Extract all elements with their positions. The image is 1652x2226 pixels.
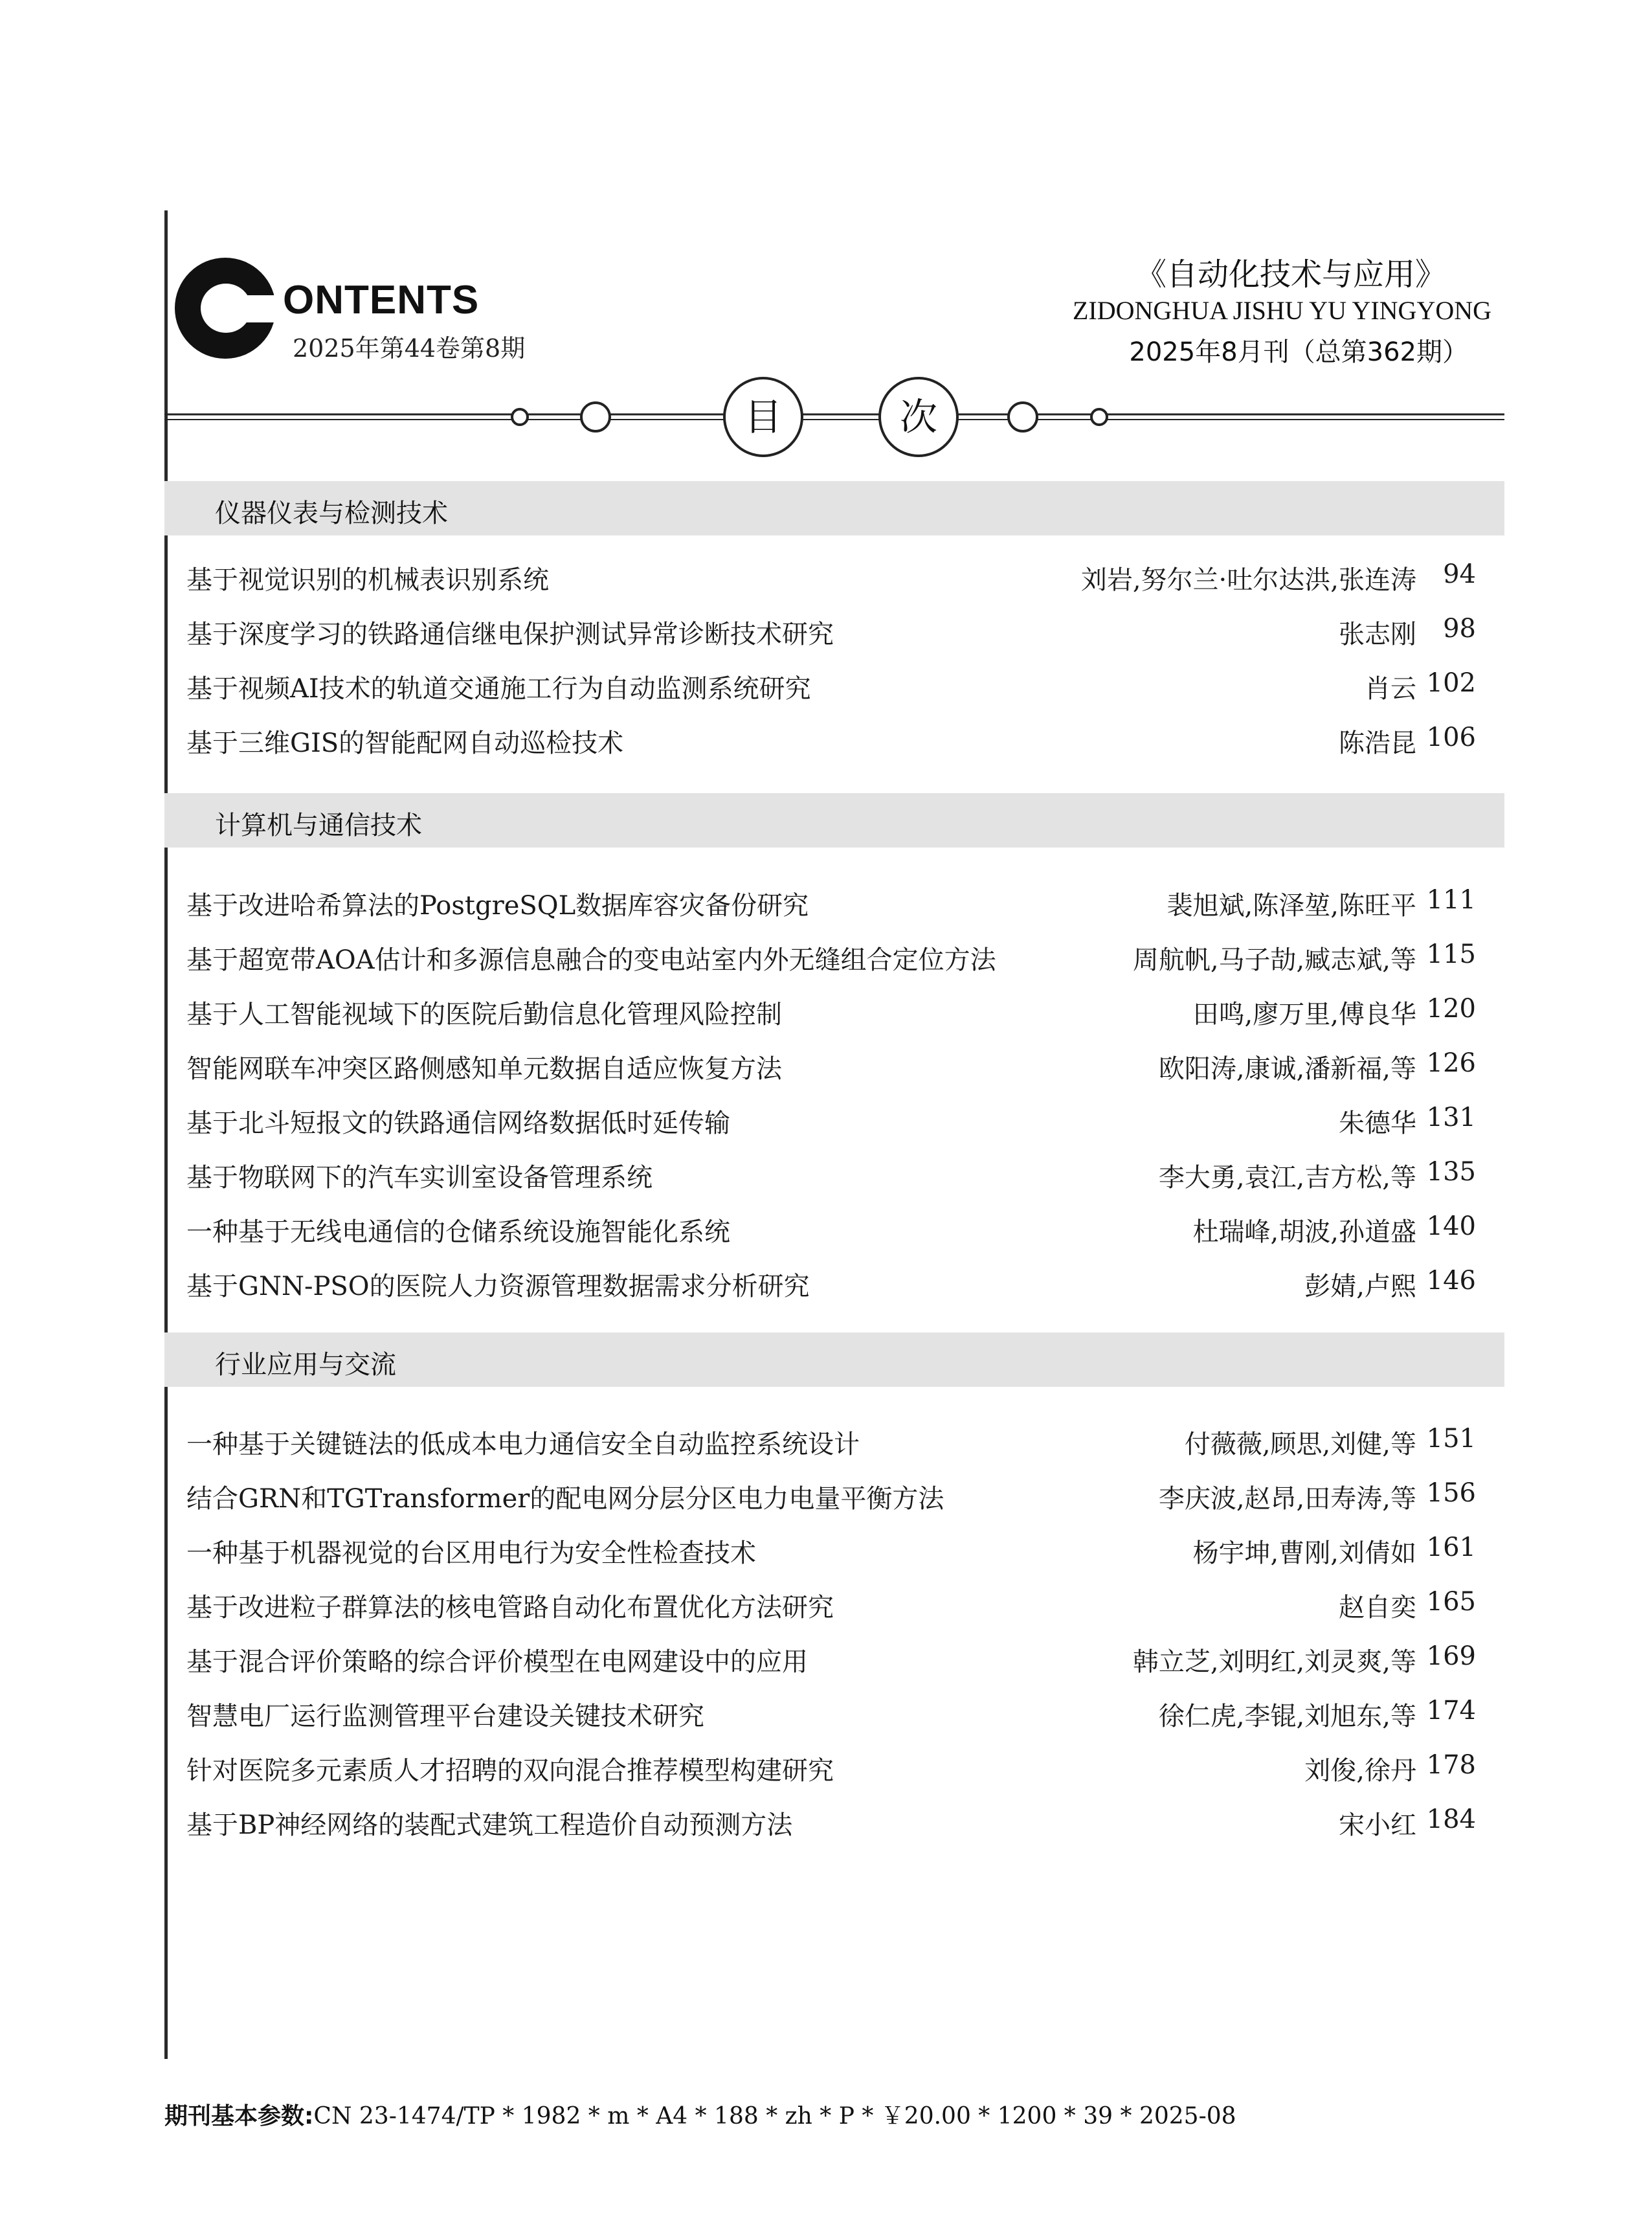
entry-authors: 彭婧,卢熙 bbox=[1304, 1272, 1416, 1301]
entry-title: 结合GRN和TGTransformer的配电网分层分区电力电量平衡方法 bbox=[186, 1484, 944, 1514]
contents-heading: ONTENTS bbox=[283, 278, 480, 322]
entry-authors: 欧阳涛,康诚,潘新福,等 bbox=[1158, 1054, 1416, 1084]
toc-entry[interactable] bbox=[186, 1262, 1476, 1301]
divider-dot-small-right bbox=[1091, 409, 1107, 425]
section-title: 行业应用与交流 bbox=[215, 1350, 396, 1380]
entry-title: 智慧电厂运行监测管理平台建设关键技术研究 bbox=[186, 1702, 704, 1731]
toc-entry[interactable] bbox=[186, 1420, 1476, 1459]
issue-info: 2025年第44卷第8期 bbox=[293, 334, 526, 363]
entry-authors: 肖云 bbox=[1365, 674, 1416, 704]
entry-page: 120 bbox=[1426, 994, 1476, 1024]
toc-entry[interactable] bbox=[186, 1801, 1476, 1839]
entry-title: 基于深度学习的铁路通信继电保护测试异常诊断技术研究 bbox=[186, 620, 834, 649]
parameters-value: CN 23-1474/TP * 1982 * m * A4 * 188 * zh * P * ￥20.00 * 1200 * 39 * 2025-08 bbox=[313, 2103, 1236, 2130]
parameters-label: 期刊基本参数: bbox=[164, 2103, 314, 2130]
entry-page: 135 bbox=[1426, 1157, 1476, 1187]
toc-entry[interactable] bbox=[186, 1153, 1476, 1192]
entry-page: 106 bbox=[1426, 723, 1476, 752]
divider-dot-large-left bbox=[581, 403, 610, 431]
entry-page: 178 bbox=[1426, 1750, 1476, 1780]
toc-entry[interactable] bbox=[186, 1099, 1476, 1138]
entry-title: 智能网联车冲突区路侧感知单元数据自适应恢复方法 bbox=[186, 1054, 782, 1084]
contents-logo-c bbox=[175, 258, 276, 359]
toc-entry[interactable] bbox=[186, 881, 1476, 920]
entry-page: 169 bbox=[1426, 1641, 1476, 1671]
section-title: 仪器仪表与检测技术 bbox=[215, 499, 448, 528]
entry-authors: 徐仁虎,李锟,刘旭东,等 bbox=[1158, 1702, 1416, 1731]
toc-entry[interactable] bbox=[186, 1208, 1476, 1246]
entry-title: 基于视频AI技术的轨道交通施工行为自动监测系统研究 bbox=[186, 674, 811, 704]
entry-title: 基于物联网下的汽车实训室设备管理系统 bbox=[186, 1163, 653, 1193]
entry-authors: 李庆波,赵昂,田寿涛,等 bbox=[1158, 1484, 1416, 1514]
entry-page: 98 bbox=[1443, 614, 1476, 644]
toc-entry[interactable] bbox=[186, 1044, 1476, 1083]
toc-entry[interactable] bbox=[186, 1474, 1476, 1513]
entry-page: 115 bbox=[1426, 939, 1476, 969]
entry-authors: 裴旭斌,陈泽堃,陈旺平 bbox=[1166, 891, 1416, 921]
toc-char-2: 次 bbox=[899, 395, 938, 439]
entry-title: 基于BP神经网络的装配式建筑工程造价自动预测方法 bbox=[186, 1810, 793, 1840]
toc-entry[interactable] bbox=[186, 1583, 1476, 1622]
entry-title: 基于改进粒子群算法的核电管路自动化布置优化方法研究 bbox=[186, 1593, 834, 1623]
toc-entry[interactable] bbox=[186, 936, 1476, 974]
entry-authors: 刘岩,努尔兰·吐尔达洪,张连涛 bbox=[1080, 565, 1416, 595]
entry-page: 140 bbox=[1426, 1211, 1476, 1241]
toc-entry[interactable] bbox=[186, 990, 1476, 1029]
entry-authors: 杨宇坤,曹刚,刘倩如 bbox=[1192, 1538, 1416, 1568]
journal-title-pinyin: ZIDONGHUA JISHU YU YINGYONG bbox=[1073, 296, 1491, 325]
entry-title: 基于人工智能视域下的医院后勤信息化管理风险控制 bbox=[186, 1000, 782, 1029]
entry-authors: 朱德华 bbox=[1339, 1108, 1416, 1138]
entry-page: 102 bbox=[1426, 668, 1476, 698]
entry-authors: 张志刚 bbox=[1339, 620, 1416, 649]
entry-page: 174 bbox=[1426, 1696, 1476, 1726]
section-header bbox=[164, 1332, 1504, 1387]
entry-title: 基于视觉识别的机械表识别系统 bbox=[186, 565, 549, 595]
entry-title: 基于超宽带AOA估计和多源信息融合的变电站室内外无缝组合定位方法 bbox=[186, 945, 996, 975]
entry-authors: 刘俊,徐丹 bbox=[1304, 1756, 1416, 1786]
entry-authors: 宋小红 bbox=[1339, 1810, 1416, 1840]
toc-entry[interactable] bbox=[186, 1692, 1476, 1731]
entry-page: 111 bbox=[1426, 885, 1476, 915]
toc-entry[interactable] bbox=[186, 664, 1476, 703]
entry-title: 一种基于关键链法的低成本电力通信安全自动监控系统设计 bbox=[186, 1430, 860, 1459]
entry-authors: 李大勇,袁江,吉方松,等 bbox=[1158, 1163, 1416, 1193]
entry-authors: 付薇薇,顾思,刘健,等 bbox=[1184, 1430, 1416, 1459]
toc-char-1: 目 bbox=[744, 395, 783, 439]
entry-page: 146 bbox=[1426, 1266, 1476, 1296]
journal-issue-date: 2025年8月刊（总第362期） bbox=[1129, 337, 1468, 367]
entry-title: 基于三维GIS的智能配网自动巡检技术 bbox=[186, 728, 624, 758]
entry-title: 基于混合评价策略的综合评价模型在电网建设中的应用 bbox=[186, 1647, 808, 1677]
journal-title-cn: 《自动化技术与应用》 bbox=[1135, 256, 1446, 293]
entry-title: 基于改进哈希算法的PostgreSQL数据库容灾备份研究 bbox=[186, 891, 809, 921]
entry-authors: 杜瑞峰,胡波,孙道盛 bbox=[1192, 1217, 1416, 1247]
entry-title: 基于GNN-PSO的医院人力资源管理数据需求分析研究 bbox=[186, 1272, 810, 1301]
entry-page: 94 bbox=[1443, 559, 1476, 589]
journal-parameters bbox=[164, 2098, 1236, 2131]
entry-page: 184 bbox=[1426, 1804, 1476, 1834]
toc-entry[interactable] bbox=[186, 1529, 1476, 1568]
entry-authors: 陈浩昆 bbox=[1339, 728, 1416, 758]
toc-entry[interactable] bbox=[186, 1746, 1476, 1785]
entry-page: 165 bbox=[1426, 1587, 1476, 1617]
entry-page: 126 bbox=[1426, 1048, 1476, 1078]
entry-title: 基于北斗短报文的铁路通信网络数据低时延传输 bbox=[186, 1108, 730, 1138]
toc-divider bbox=[164, 363, 1504, 466]
entry-authors: 周航帆,马子劼,臧志斌,等 bbox=[1132, 945, 1416, 975]
entry-title: 一种基于机器视觉的台区用电行为安全性检查技术 bbox=[186, 1538, 756, 1568]
entry-authors: 韩立芝,刘明红,刘灵爽,等 bbox=[1132, 1647, 1416, 1677]
divider-dot-small-left bbox=[512, 409, 528, 425]
entry-page: 161 bbox=[1426, 1533, 1476, 1562]
toc-entry[interactable] bbox=[186, 610, 1476, 649]
entry-title: 针对医院多元素质人才招聘的双向混合推荐模型构建研究 bbox=[186, 1756, 834, 1786]
section-header bbox=[164, 793, 1504, 848]
entry-page: 131 bbox=[1426, 1103, 1476, 1132]
section-title: 计算机与通信技术 bbox=[215, 811, 422, 840]
entry-authors: 田鸣,廖万里,傅良华 bbox=[1192, 1000, 1416, 1029]
divider-dot-large-right bbox=[1009, 403, 1037, 431]
entry-page: 156 bbox=[1426, 1478, 1476, 1508]
toc-entry[interactable] bbox=[186, 556, 1476, 594]
entry-page: 151 bbox=[1426, 1424, 1476, 1454]
toc-entry[interactable] bbox=[186, 1637, 1476, 1676]
entry-title: 一种基于无线电通信的仓储系统设施智能化系统 bbox=[186, 1217, 730, 1247]
entry-authors: 赵自奕 bbox=[1339, 1593, 1416, 1623]
toc-entry[interactable] bbox=[186, 719, 1476, 758]
section-header bbox=[164, 481, 1504, 535]
